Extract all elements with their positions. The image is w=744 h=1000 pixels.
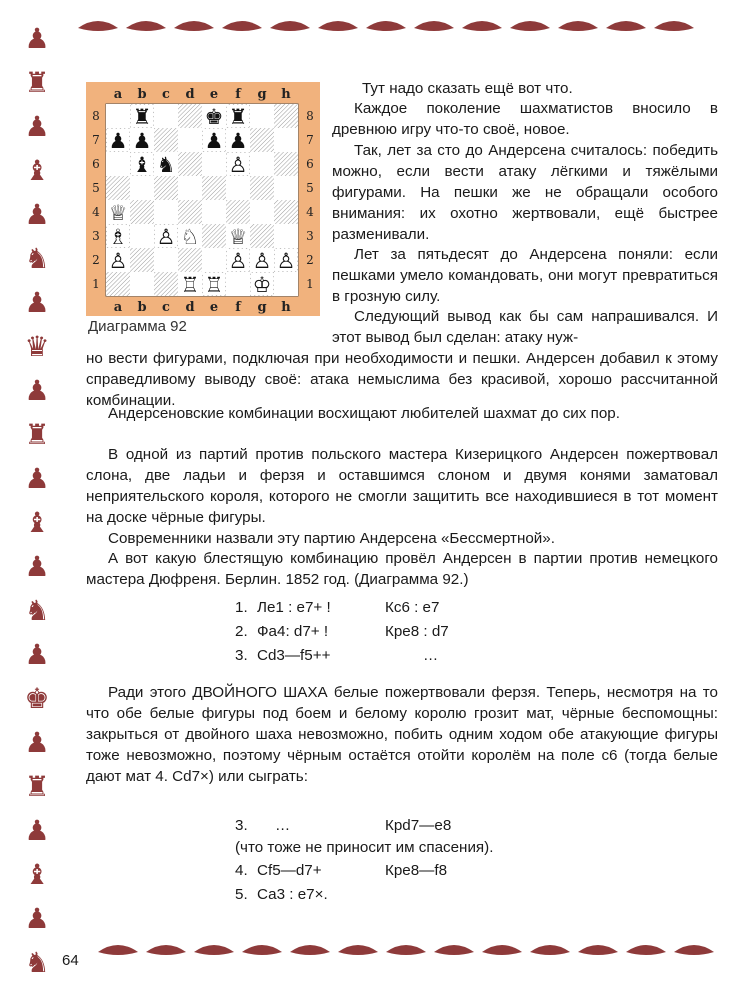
black-bishop-b6: ♝: [132, 153, 152, 177]
square-f1: [226, 272, 250, 296]
square-g8: [250, 104, 274, 128]
paragraph-5-start: Следующий вывод как бы сам напрашивался. И этот вывод был сделан: атаку нуж-: [332, 308, 718, 346]
svg-text:♜: ♜: [24, 770, 50, 803]
black-move: Кре8 : d7: [385, 623, 449, 640]
svg-text:♟: ♟: [24, 198, 50, 231]
move-number: 3.: [235, 817, 248, 834]
moves-block-b: [235, 815, 615, 915]
square-a8: [106, 104, 130, 128]
square-g4: [250, 200, 274, 224]
file-label-top: g: [257, 87, 267, 102]
black-pawn-e7: ♟: [204, 129, 224, 153]
diagram-caption: Диаграмма 92: [88, 318, 187, 335]
square-e4: [202, 200, 226, 224]
square-b4: [130, 200, 154, 224]
square-d7: [178, 128, 202, 152]
square-h6: [274, 152, 298, 176]
white-move: Фа4: d7+ !: [257, 623, 329, 640]
page-number: 64: [62, 952, 79, 969]
white-pawn-c3: ♙: [156, 225, 176, 249]
decorative-wave-top: [78, 6, 728, 46]
svg-text:♟: ♟: [24, 374, 50, 407]
file-label-top: h: [281, 87, 291, 102]
square-b1: [130, 272, 154, 296]
white-move: Сf5—d7+: [257, 862, 322, 879]
square-g6: [250, 152, 274, 176]
svg-text:♟: ♟: [24, 110, 50, 143]
square-d2: [178, 248, 202, 272]
paragraph-4: Лет за пятьдесят до Андерсена поняли: если пешками умело командовать, они могут превратиться в грозную силу.: [332, 246, 718, 305]
rank-label-left: 6: [92, 157, 100, 171]
square-c8: [154, 104, 178, 128]
file-label-bottom: g: [257, 300, 267, 315]
rank-label-right: 2: [306, 253, 314, 267]
svg-text:♞: ♞: [24, 242, 50, 275]
file-label-top: e: [209, 87, 219, 102]
black-rook-b8: ♜: [132, 105, 152, 129]
svg-text:♟: ♟: [24, 550, 50, 583]
white-king-g1: ♔: [252, 273, 272, 297]
chessboard: [86, 82, 320, 316]
black-pawn-f7: ♟: [228, 129, 248, 153]
square-e5: [202, 176, 226, 200]
svg-text:♟: ♟: [24, 462, 50, 495]
white-pawn-f6: ♙: [228, 153, 248, 177]
svg-text:♟: ♟: [24, 726, 50, 759]
rank-label-right: 7: [306, 133, 314, 147]
white-queen-f3: ♕: [228, 225, 248, 249]
rank-label-left: 1: [92, 277, 100, 291]
decorative-chess-strip: [20, 20, 54, 980]
paragraph-9: А вот какую блестящую комбинацию провёл Андерсен в партии против немецкого мастера Дюфреня. Берлин. 1852 год. (Диаграмма 92.): [86, 550, 718, 588]
svg-text:♟: ♟: [24, 814, 50, 847]
file-label-top: b: [137, 87, 147, 102]
paragraph-1: Тут надо сказать ещё вот что.: [362, 80, 573, 97]
black-rook-f8: ♜: [228, 105, 248, 129]
white-rook-d1: ♖: [180, 273, 200, 297]
square-g5: [250, 176, 274, 200]
square-b5: [130, 176, 154, 200]
paragraph-3: Так, лет за сто до Андерсена считалось: победить можно, если вести атаку лёгкими и тяжёлыми фигурами. На пешки же не обращали особого внимания: их охотно жертвовали, ещё быстрее разменивали.: [332, 142, 718, 243]
white-bishop-a3: ♗: [108, 225, 128, 249]
paragraph-7: В одной из партий против польского мастера Кизерицкого Андерсен пожертвовал слона, две ладьи и ферзя и оставшимся слоном и двумя конями заматовал неприятельского короля, которого не смогли защитить все находившиеся в тот момент на доске чёрные фигуры.: [86, 446, 718, 526]
svg-text:♞: ♞: [24, 594, 50, 627]
svg-text:♞: ♞: [24, 946, 50, 979]
paragraph-10: Ради этого ДВОЙНОГО ШАХА белые пожертвовали ферзя. Теперь, несмотря на то что обе белые фигуры под боем и белому королю грозит мат, чёрные беспомощны: закрыться от двойного шаха невозможно, побить одним ходом обе атакующие фигуры тоже невозможно, поэтому чёрным остаётся отойти королём на поле с6 (тогда белые дают мат 4. Сd7×) или сыграть:: [86, 684, 718, 785]
rank-label-right: 1: [306, 277, 314, 291]
square-a1: [106, 272, 130, 296]
white-pawn-g2: ♙: [252, 249, 272, 273]
file-label-top: f: [235, 87, 241, 102]
svg-text:♝: ♝: [24, 506, 50, 539]
file-label-bottom: d: [185, 300, 195, 315]
black-pawn-b7: ♟: [132, 129, 152, 153]
square-d4: [178, 200, 202, 224]
white-knight-d3: ♘: [180, 225, 200, 249]
white-move: Са3 : е7×.: [257, 886, 328, 903]
square-b3: [130, 224, 154, 248]
svg-text:♝: ♝: [24, 858, 50, 891]
decorative-wave-bottom: [78, 930, 728, 970]
square-e6: [202, 152, 226, 176]
white-pawn-f2: ♙: [228, 249, 248, 273]
move-number: 1.: [235, 599, 248, 616]
file-label-top: c: [162, 87, 170, 102]
file-label-bottom: h: [281, 300, 291, 315]
square-d6: [178, 152, 202, 176]
square-h5: [274, 176, 298, 200]
chess-diagram: [86, 82, 320, 316]
square-c1: [154, 272, 178, 296]
square-e3: [202, 224, 226, 248]
square-g3: [250, 224, 274, 248]
square-a5: [106, 176, 130, 200]
svg-text:♟: ♟: [24, 902, 50, 935]
black-move: Кс6 : е7: [385, 599, 440, 616]
paragraph-2: Каждое поколение шахматистов вносило в древнюю игру что-то своё, новое.: [332, 100, 718, 138]
rank-label-left: 8: [92, 109, 100, 123]
move-number: 3.: [235, 647, 248, 664]
rank-label-left: 4: [92, 205, 100, 219]
move-number: 2.: [235, 623, 248, 640]
black-move: Крd7—е8: [385, 817, 452, 834]
black-move: Кре8—f8: [385, 862, 448, 879]
square-h7: [274, 128, 298, 152]
white-move: Ле1 : е7+ !: [257, 599, 331, 616]
white-queen-a4: ♕: [108, 201, 128, 225]
square-h4: [274, 200, 298, 224]
rank-label-right: 4: [306, 205, 314, 219]
square-a6: [106, 152, 130, 176]
file-label-bottom: b: [137, 300, 147, 315]
square-b2: [130, 248, 154, 272]
square-g7: [250, 128, 274, 152]
rank-label-left: 7: [92, 133, 100, 147]
file-label-bottom: a: [113, 300, 123, 315]
move-number: 4.: [235, 862, 248, 879]
svg-text:♜: ♜: [24, 66, 50, 99]
file-label-bottom: f: [235, 300, 241, 315]
square-d8: [178, 104, 202, 128]
black-pawn-a7: ♟: [108, 129, 128, 153]
paragraph-8: Современники назвали эту партию Андерсена «Бессмертной».: [108, 530, 555, 547]
white-move: …: [275, 817, 291, 834]
white-move: Сd3—f5++: [257, 647, 331, 664]
white-pawn-h2: ♙: [276, 249, 296, 273]
svg-text:♛: ♛: [24, 330, 50, 363]
svg-text:♝: ♝: [24, 154, 50, 187]
moves-block-a: [235, 597, 595, 667]
white-rook-e1: ♖: [204, 273, 224, 297]
paragraph-6: Андерсеновские комбинации восхищают любителей шахмат до сих пор.: [108, 405, 620, 422]
move-note: (что тоже не приносит им спасения).: [235, 839, 494, 856]
rank-label-left: 3: [92, 229, 100, 243]
file-label-top: a: [113, 87, 123, 102]
square-c2: [154, 248, 178, 272]
rank-label-right: 5: [306, 181, 314, 195]
square-c5: [154, 176, 178, 200]
square-e2: [202, 248, 226, 272]
rank-label-right: 3: [306, 229, 314, 243]
rank-label-right: 6: [306, 157, 314, 171]
file-label-bottom: c: [162, 300, 170, 315]
square-c7: [154, 128, 178, 152]
square-c4: [154, 200, 178, 224]
white-pawn-a2: ♙: [108, 249, 128, 273]
square-h3: [274, 224, 298, 248]
black-king-e8: ♚: [204, 105, 224, 129]
square-h8: [274, 104, 298, 128]
file-label-bottom: e: [209, 300, 219, 315]
paragraph-5-continued: но вести фигурами, подключая при необходимости и пешки. Андерсен добавил к этому справедливому выводу своё: атака немыслима без красивой, хорошо рассчитанной комбинации.: [86, 350, 718, 409]
svg-text:♟: ♟: [24, 22, 50, 55]
svg-text:♜: ♜: [24, 418, 50, 451]
black-knight-c6: ♞: [156, 153, 176, 177]
svg-text:♚: ♚: [24, 682, 50, 715]
file-label-top: d: [185, 87, 195, 102]
rank-label-left: 2: [92, 253, 100, 267]
rank-label-left: 5: [92, 181, 100, 195]
svg-text:♟: ♟: [24, 286, 50, 319]
square-d5: [178, 176, 202, 200]
square-f5: [226, 176, 250, 200]
square-f4: [226, 200, 250, 224]
svg-text:♟: ♟: [24, 638, 50, 671]
move-number: 5.: [235, 886, 248, 903]
black-move: …: [423, 647, 439, 664]
square-h1: [274, 272, 298, 296]
rank-label-right: 8: [306, 109, 314, 123]
